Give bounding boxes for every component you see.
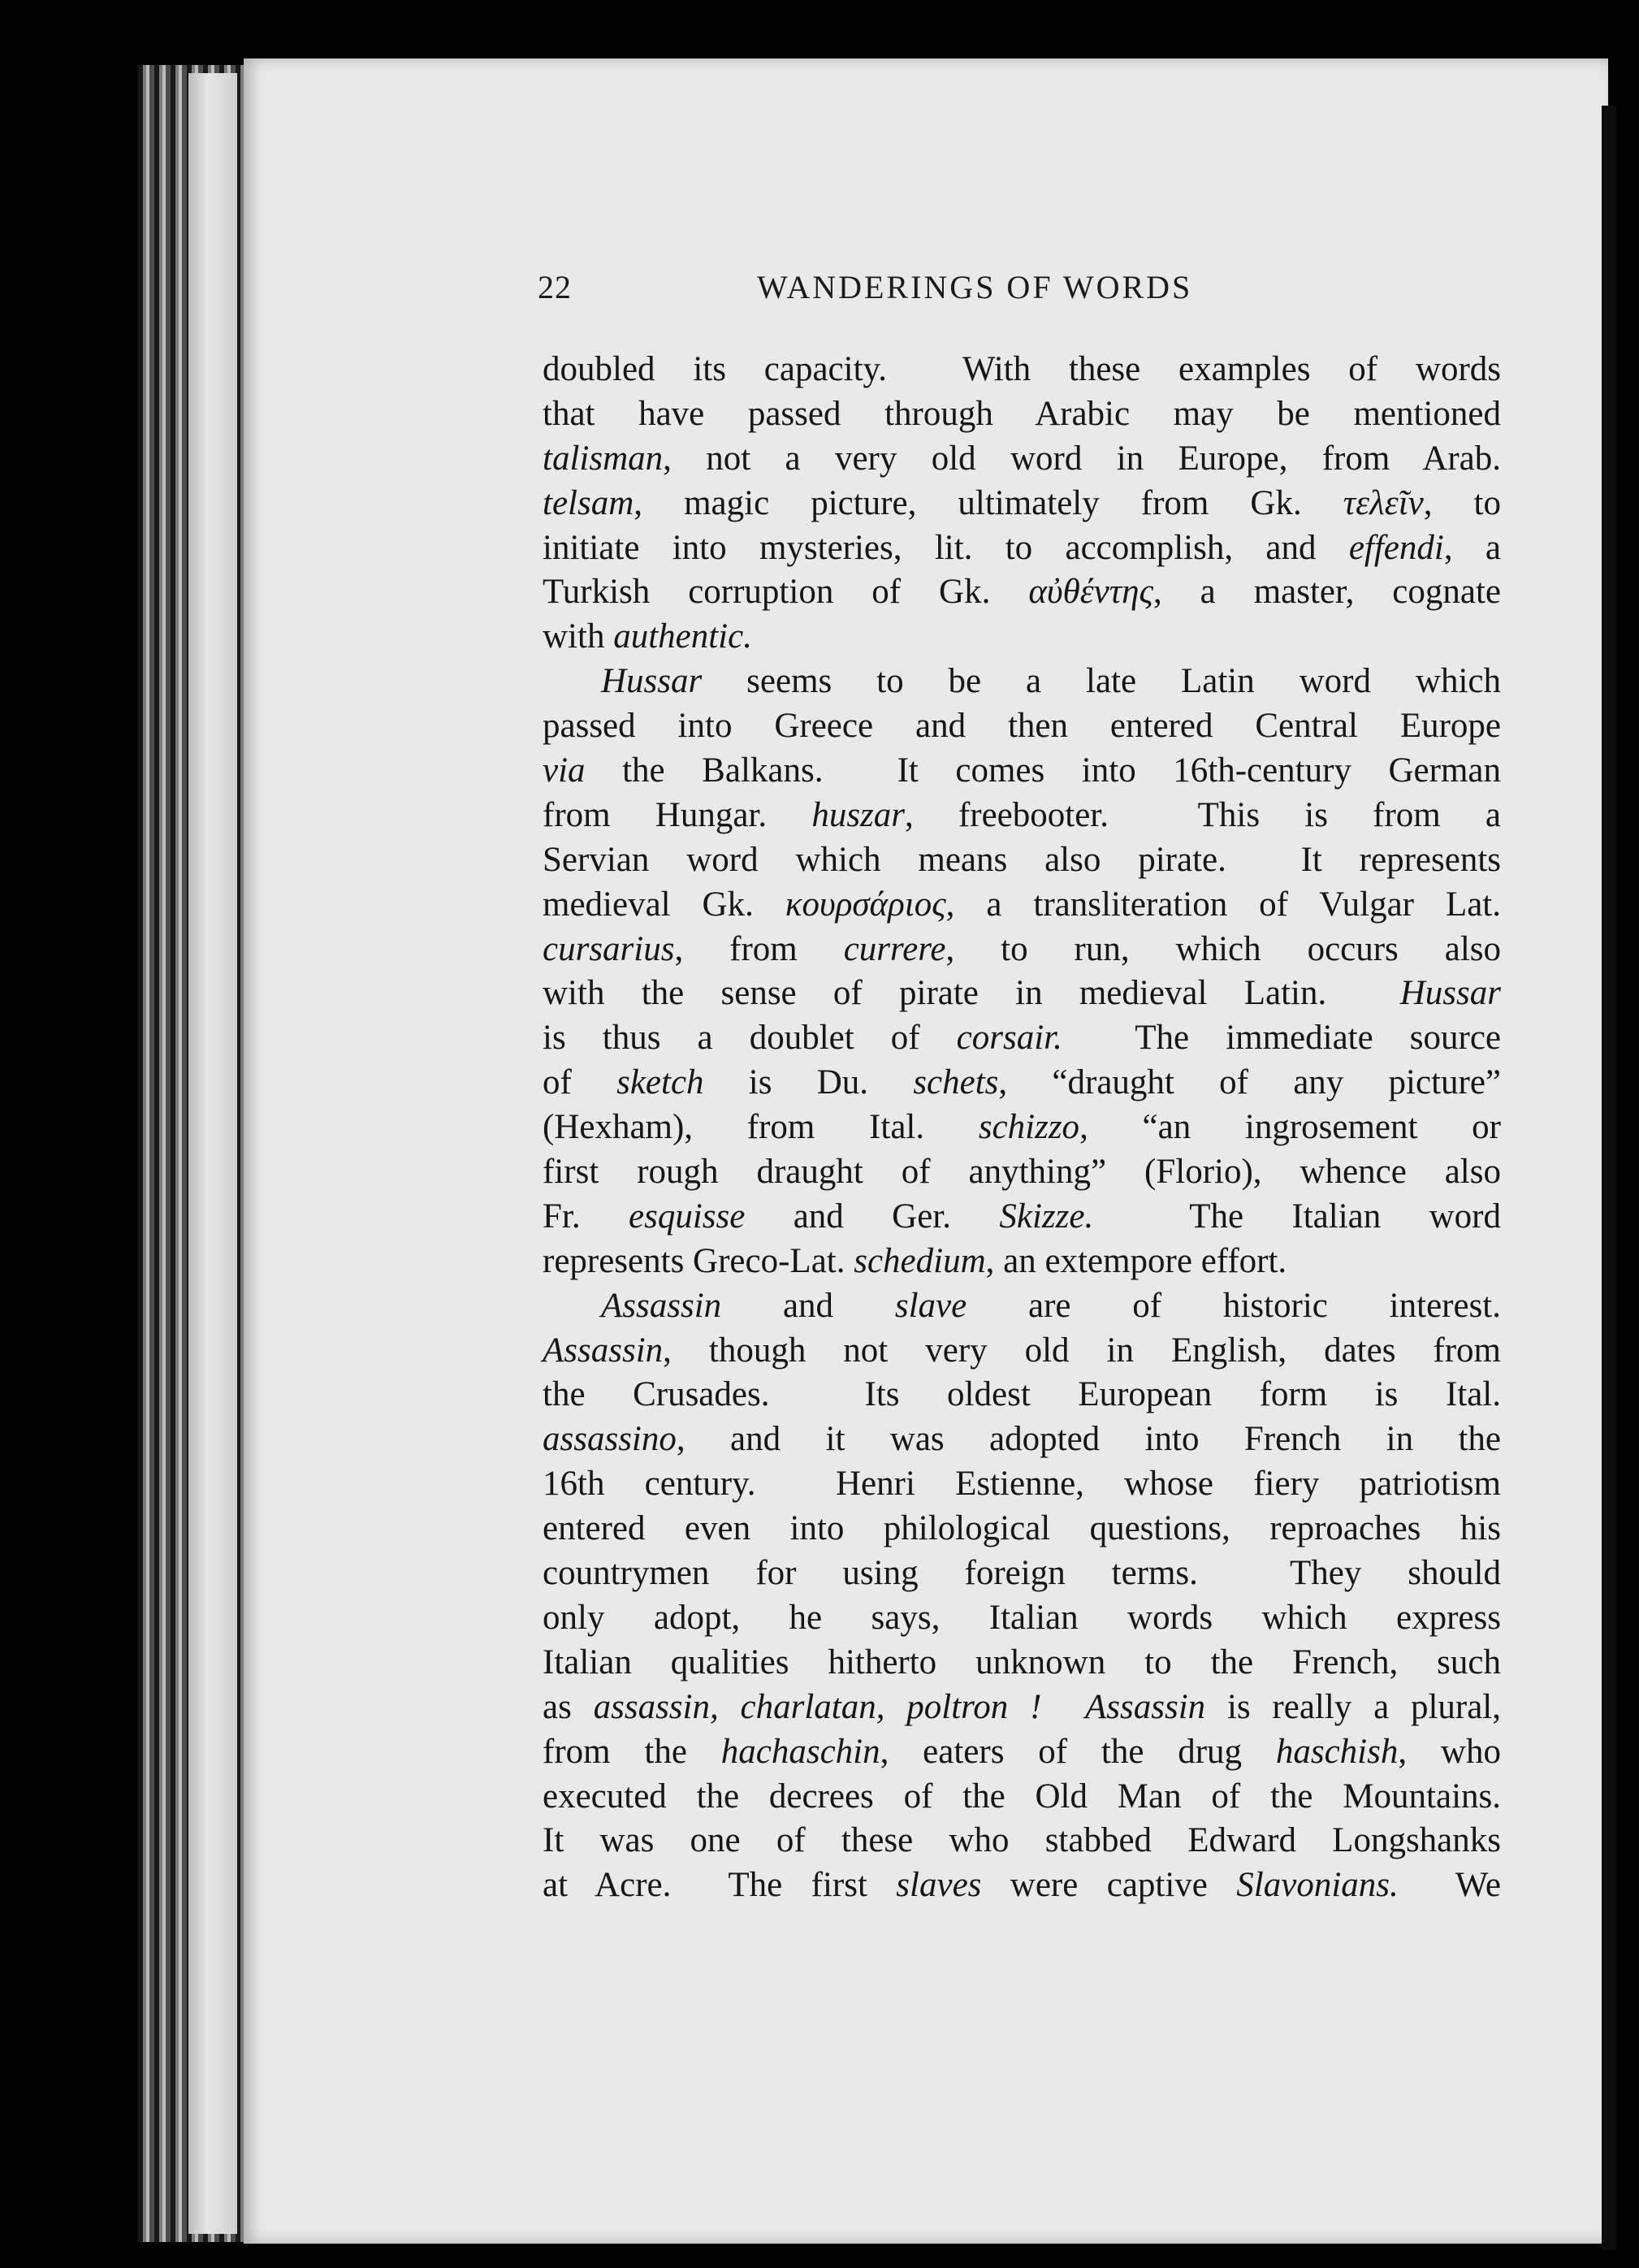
italic-term: huszar: [811, 795, 906, 834]
italic-term: assassino: [543, 1420, 677, 1459]
text-run: the Crusades. Its oldest European form is Ital.: [543, 1375, 1501, 1414]
italic-term: Skizze.: [999, 1197, 1094, 1236]
italic-term: slaves: [896, 1866, 982, 1905]
italic-term: corsair.: [956, 1019, 1062, 1058]
text-line: [543, 1819, 1501, 1863]
italic-term: sketch: [616, 1063, 704, 1102]
text-line: [543, 526, 1501, 571]
text-line: [543, 1195, 1501, 1240]
text-run: is Du.: [703, 1063, 914, 1102]
text-run: only adopt, he says, Italian words which express: [543, 1598, 1501, 1637]
text-line: [543, 883, 1501, 928]
text-line: [543, 704, 1501, 749]
text-run: , though not very old in English, dates from: [663, 1331, 1501, 1370]
italic-term: slave: [894, 1286, 967, 1325]
text-run: (Hexham), from Ital.: [543, 1108, 979, 1147]
italic-term: Hussar: [1399, 974, 1501, 1013]
italic-term: currere: [843, 929, 946, 968]
text-run: , “draught of any picture”: [998, 1063, 1502, 1102]
italic-term: via: [543, 751, 586, 790]
text-run: is really a plural,: [1205, 1687, 1501, 1726]
italic-term: τελεῖν: [1343, 483, 1424, 522]
text-run: the Balkans. It comes into 16th-century German: [585, 751, 1501, 790]
body-text: [543, 348, 1501, 1908]
text-line: [543, 615, 1501, 660]
italic-term: schizzo: [978, 1108, 1080, 1147]
text-run: The immediate source: [1062, 1019, 1501, 1058]
text-run: , magic picture, ultimately from Gk.: [634, 483, 1343, 522]
text-run: , “an ingrosement or: [1079, 1108, 1501, 1147]
text-line: [543, 437, 1501, 482]
text-run: and Ger.: [745, 1197, 1000, 1236]
italic-term: schedium: [854, 1241, 986, 1280]
text-line: [543, 972, 1501, 1016]
italic-term: assassin, charlatan, poltron !: [593, 1687, 1042, 1726]
text-run: , and it was adopted into French in the: [676, 1420, 1501, 1459]
text-run: , freebooter. This is from a: [905, 795, 1501, 834]
text-run: entered even into philological questions, reproaches his: [543, 1509, 1501, 1548]
text-line: [543, 1552, 1501, 1596]
italic-term: esquisse: [629, 1197, 746, 1236]
text-run: passed into Greece and then entered Central Europe: [543, 707, 1501, 746]
text-run: , a master, cognate: [1152, 573, 1501, 612]
text-line: [543, 838, 1501, 883]
italic-term: αὐθέντης: [1028, 573, 1153, 612]
italic-term: Hussar: [601, 662, 703, 701]
text-run: We: [1398, 1866, 1501, 1905]
text-line: [543, 794, 1501, 838]
text-line: [543, 482, 1501, 526]
text-run: of: [543, 1063, 617, 1102]
text-line: [543, 1775, 1501, 1820]
text-run: at Acre. The first: [543, 1866, 897, 1905]
text-run: , a: [1443, 528, 1501, 567]
text-run: executed the decrees of the Old Man of the Mountains.: [543, 1777, 1501, 1816]
text-run: is thus a doublet of: [543, 1019, 957, 1058]
text-run: are of historic interest.: [967, 1286, 1501, 1325]
italic-term: telsam: [543, 483, 634, 522]
text-run: Turkish corruption of Gk.: [543, 573, 1029, 612]
text-run: countrymen for using foreign terms. They should: [543, 1554, 1501, 1593]
text-line: [543, 1150, 1501, 1195]
text-run: , to: [1423, 483, 1501, 522]
text-run: from Hungar.: [543, 795, 812, 834]
text-line: [543, 928, 1501, 972]
italic-term: hachaschin: [720, 1732, 880, 1771]
italic-term: haschish: [1275, 1732, 1399, 1771]
text-run: seems to be a late Latin word which: [702, 662, 1501, 701]
text-line: [543, 749, 1501, 794]
text-run: and: [721, 1286, 895, 1325]
text-run: [1041, 1688, 1085, 1726]
text-line: [543, 1240, 1501, 1284]
italic-term: Slavonians.: [1236, 1866, 1399, 1905]
text-line: [543, 1730, 1501, 1775]
text-run: , eaters of the drug: [880, 1732, 1276, 1771]
running-head: [538, 268, 1496, 317]
text-run: first rough draught of anything” (Florio), whence also: [543, 1153, 1501, 1192]
text-run: with: [543, 617, 614, 656]
text-run: , a transliteration of Vulgar Lat.: [945, 885, 1502, 924]
text-run: were captive: [981, 1866, 1237, 1905]
italic-term: Assassin: [1085, 1687, 1206, 1726]
text-line: [543, 1863, 1501, 1908]
text-run: represents Greco-Lat.: [543, 1241, 854, 1280]
text-line: [543, 660, 1501, 704]
text-line: [543, 1418, 1501, 1462]
text-line: [543, 1106, 1501, 1150]
text-run: It was one of these who stabbed Edward Longshanks: [543, 1821, 1501, 1860]
text-run: The Italian word: [1093, 1197, 1501, 1236]
text-line: [543, 1284, 1501, 1329]
text-run: medieval Gk.: [543, 885, 785, 924]
text-run: , who: [1398, 1732, 1501, 1771]
text-line: [543, 1507, 1501, 1552]
text-run: Servian word which means also pirate. It represents: [543, 840, 1501, 879]
text-run: , to run, which occurs also: [945, 929, 1501, 968]
text-run: , an extempore effort.: [985, 1241, 1287, 1280]
text-run: Italian qualities hitherto unknown to the French, such: [543, 1643, 1501, 1682]
italic-term: Assassin: [543, 1331, 664, 1370]
italic-term: cursarius: [543, 929, 675, 968]
text-run: from the: [543, 1732, 721, 1771]
running-title: WANDERINGS OF WORDS: [757, 269, 1193, 305]
text-run: , not a very old word in Europe, from Arab.: [663, 439, 1501, 478]
page-number: 22: [538, 269, 572, 305]
text-line: [543, 1462, 1501, 1507]
text-line: [543, 348, 1501, 392]
italic-term: κουρσάριος: [785, 885, 946, 924]
text-run: Fr.: [543, 1197, 629, 1236]
italic-term: effendi: [1348, 528, 1444, 567]
italic-term: talisman: [543, 439, 664, 478]
text-line: [543, 392, 1501, 437]
text-line: [543, 1061, 1501, 1106]
text-line: [543, 1373, 1501, 1418]
text-run: with the sense of pirate in medieval Latin.: [543, 974, 1400, 1013]
text-line: [543, 1016, 1501, 1061]
text-line: [543, 1596, 1501, 1641]
text-line: [543, 1329, 1501, 1374]
text-run: doubled its capacity. With these examples of words: [543, 350, 1501, 388]
book-page-edges-highlight: [188, 73, 237, 2234]
text-run: that have passed through Arabic may be mentioned: [543, 394, 1501, 433]
text-run: , from: [674, 929, 844, 968]
italic-term: schets: [913, 1063, 999, 1102]
page-right-shadow: [1602, 106, 1616, 2250]
text-line: [543, 570, 1501, 615]
text-run: initiate into mysteries, lit. to accomplish, and: [543, 528, 1349, 567]
text-run: as: [543, 1687, 594, 1726]
italic-term: Assassin: [601, 1286, 722, 1325]
italic-term: authentic.: [613, 617, 752, 656]
text-line: [543, 1641, 1501, 1686]
text-line: [543, 1686, 1501, 1730]
text-run: 16th century. Henri Estienne, whose fiery patriotism: [543, 1465, 1501, 1504]
